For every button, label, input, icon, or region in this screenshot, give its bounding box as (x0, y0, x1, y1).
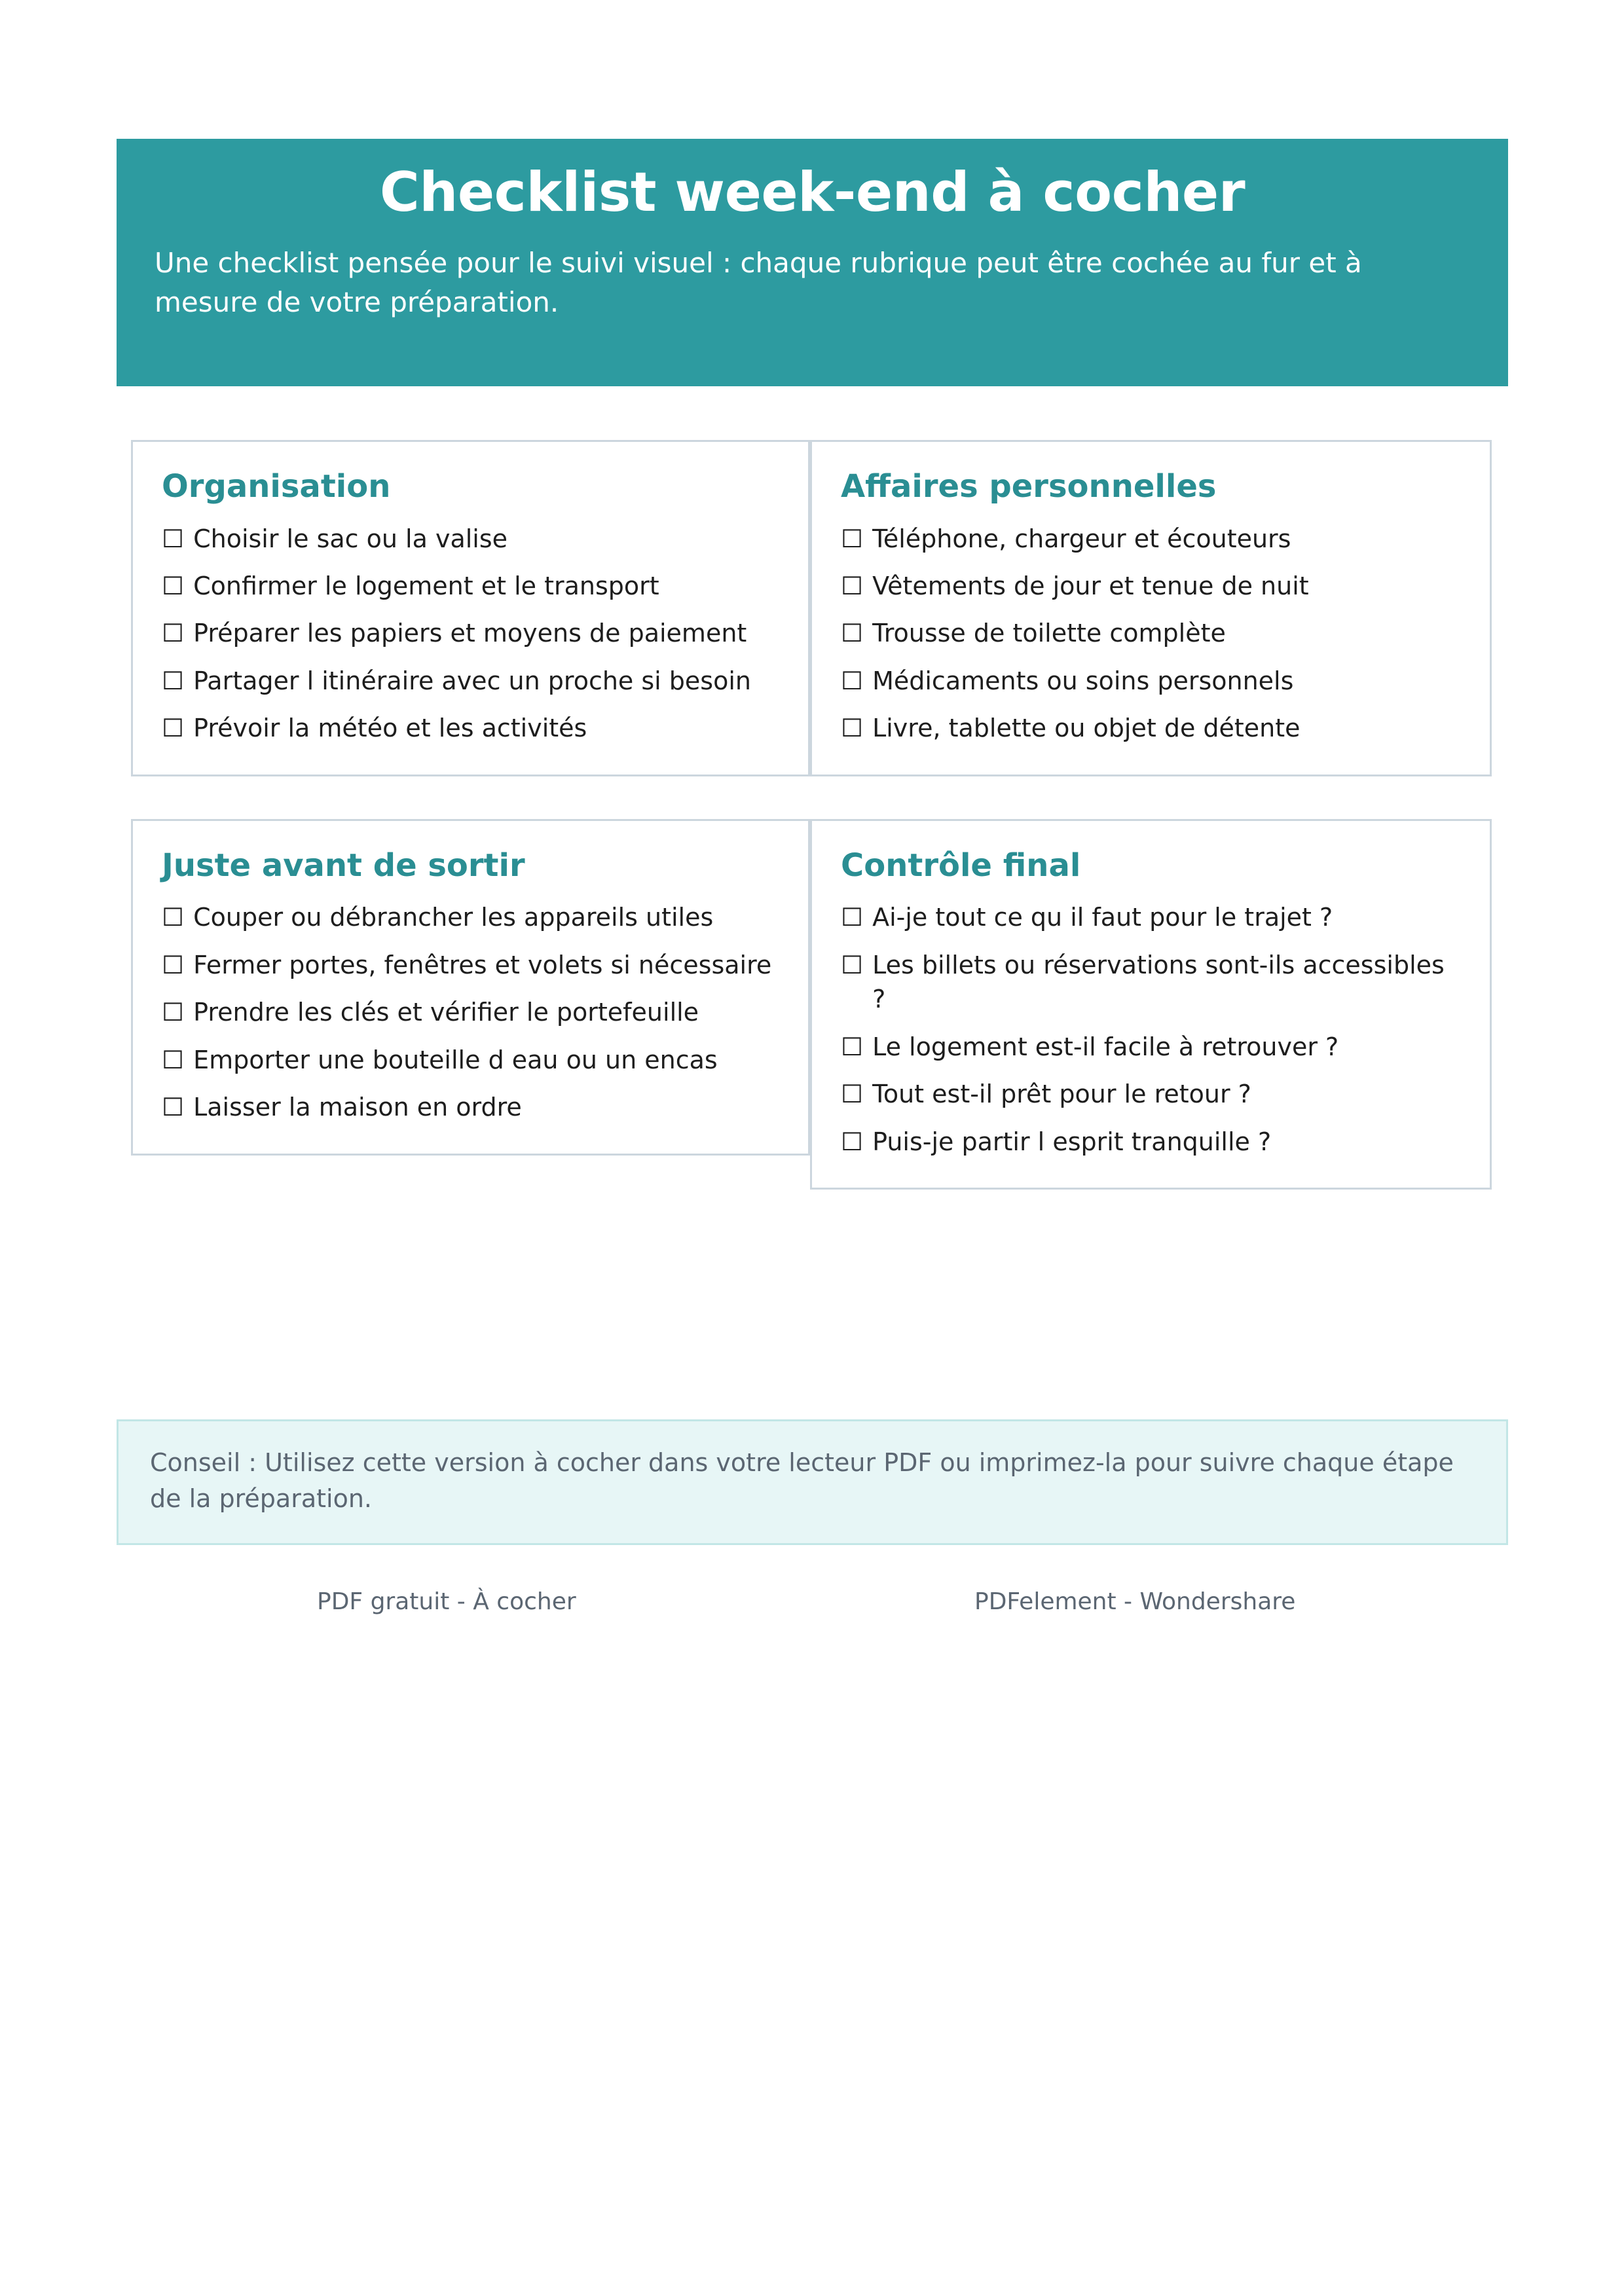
checklist-item-label: Les billets ou réservations sont-ils accessibles ? (872, 950, 1445, 1014)
checkbox-icon[interactable]: ☐ (162, 1045, 185, 1074)
checklist-item-label: Couper ou débrancher les appareils utiles (193, 903, 714, 932)
checklist-item-label: Le logement est-il facile à retrouver ? (872, 1032, 1339, 1061)
tip-text: Conseil : Utilisez cette version à cocher dans votre lecteur PDF ou imprimez-la pour suivre chaque étape de la préparation. (150, 1448, 1454, 1514)
checkbox-icon[interactable]: ☐ (841, 666, 864, 695)
checklist-item[interactable] (841, 664, 1461, 698)
checklist-affaires-personnelles (841, 522, 1461, 746)
checklist-item[interactable] (841, 522, 1461, 556)
section-title: Affaires personnelles (841, 468, 1217, 505)
checklist-item[interactable] (162, 900, 779, 934)
checklist-item-label: Livre, tablette ou objet de détente (872, 714, 1301, 743)
page-title: Checklist week-end à cocher (379, 160, 1246, 224)
checklist-item-label: Ai-je tout ce qu il faut pour le trajet ? (872, 903, 1333, 932)
checklist-item[interactable] (162, 616, 779, 650)
checklist-organisation (162, 522, 779, 746)
checkbox-icon[interactable]: ☐ (162, 619, 185, 648)
checklist-item-label: Confirmer le logement et le transport (193, 572, 659, 601)
checklist-item[interactable] (162, 664, 779, 698)
footer-right-label: PDFelement - Wondershare (974, 1588, 1296, 1615)
checklist-item-label: Emporter une bouteille d eau ou un encas (193, 1045, 718, 1074)
checkbox-icon[interactable]: ☐ (841, 619, 864, 648)
checklist-item[interactable] (162, 1090, 779, 1124)
header-banner (117, 139, 1508, 386)
checklist-item-label: Vêtements de jour et tenue de nuit (872, 572, 1309, 601)
checklist-item-label: Téléphone, chargeur et écouteurs (872, 524, 1291, 553)
checkbox-icon[interactable]: ☐ (841, 950, 864, 979)
checklist-item-label: Prévoir la météo et les activités (193, 714, 587, 743)
checkbox-icon[interactable]: ☐ (162, 572, 185, 601)
checkbox-icon[interactable]: ☐ (162, 903, 185, 932)
checklist-item-label: Prendre les clés et vérifier le portefeuille (193, 998, 699, 1027)
checkbox-icon[interactable]: ☐ (162, 950, 185, 979)
checklist-item-label: Puis-je partir l esprit tranquille ? (872, 1127, 1272, 1156)
checkbox-icon[interactable]: ☐ (162, 1093, 185, 1122)
checklist-item[interactable] (841, 948, 1461, 1017)
section-card-controle-final (810, 819, 1492, 1190)
checklist-item[interactable] (162, 948, 779, 982)
checklist-item[interactable] (162, 711, 779, 745)
checklist-item[interactable] (841, 1077, 1461, 1111)
row-spacer (131, 776, 1492, 819)
checklist-item-label: Fermer portes, fenêtres et volets si nécessaire (193, 950, 772, 979)
checkbox-icon[interactable]: ☐ (162, 998, 185, 1027)
checklist-item[interactable] (841, 900, 1461, 934)
checklist-item-label: Tout est-il prêt pour le retour ? (872, 1080, 1251, 1109)
checkbox-icon[interactable]: ☐ (162, 714, 185, 743)
checklist-item[interactable] (841, 711, 1461, 745)
checkbox-icon[interactable]: ☐ (841, 1127, 864, 1156)
checklist-item[interactable] (162, 522, 779, 556)
checklist-item-label: Trousse de toilette complète (872, 619, 1226, 648)
checklist-item-label: Laisser la maison en ordre (193, 1093, 522, 1122)
checklist-row-1 (131, 440, 1492, 776)
footer-left-label: PDF gratuit - À cocher (317, 1588, 576, 1615)
section-card-juste-avant-de-sortir (131, 819, 810, 1156)
checklist-juste-avant-de-sortir (162, 900, 779, 1124)
checklist-item-label: Choisir le sac ou la valise (193, 524, 508, 553)
checkbox-icon[interactable]: ☐ (162, 524, 185, 553)
checklist-item-label: Partager l itinéraire avec un proche si besoin (193, 666, 751, 695)
checklist-item[interactable] (841, 1030, 1461, 1064)
checkbox-icon[interactable]: ☐ (841, 714, 864, 743)
checklist-item[interactable] (162, 569, 779, 603)
checklist-item[interactable] (162, 1043, 779, 1077)
checkbox-icon[interactable]: ☐ (162, 666, 185, 695)
checkbox-icon[interactable]: ☐ (841, 572, 864, 601)
checklist-item-label: Médicaments ou soins personnels (872, 666, 1294, 695)
checkbox-icon[interactable]: ☐ (841, 1032, 864, 1061)
checklist-row-2 (131, 819, 1492, 1190)
checklist-item[interactable] (841, 616, 1461, 650)
checklist-item[interactable] (841, 1125, 1461, 1159)
section-card-affaires-personnelles (810, 440, 1492, 776)
checklist-item-label: Préparer les papiers et moyens de paiement (193, 619, 747, 648)
checklist-item[interactable] (841, 569, 1461, 603)
tip-callout (117, 1419, 1508, 1545)
section-card-organisation (131, 440, 810, 776)
checkbox-icon[interactable]: ☐ (841, 1080, 864, 1109)
section-title: Juste avant de sortir (162, 847, 525, 884)
checklist-grid (131, 440, 1492, 1190)
checklist-controle-final (841, 900, 1461, 1159)
page-subtitle: Une checklist pensée pour le suivi visuel : chaque rubrique peut être cochée au fur et à mesure de votre préparation. (155, 246, 1362, 318)
checklist-item[interactable] (162, 995, 779, 1029)
section-title: Organisation (162, 468, 391, 505)
page-footer (117, 1587, 1508, 1633)
checkbox-icon[interactable]: ☐ (841, 524, 864, 553)
checkbox-icon[interactable]: ☐ (841, 903, 864, 932)
section-title: Contrôle final (841, 847, 1081, 884)
